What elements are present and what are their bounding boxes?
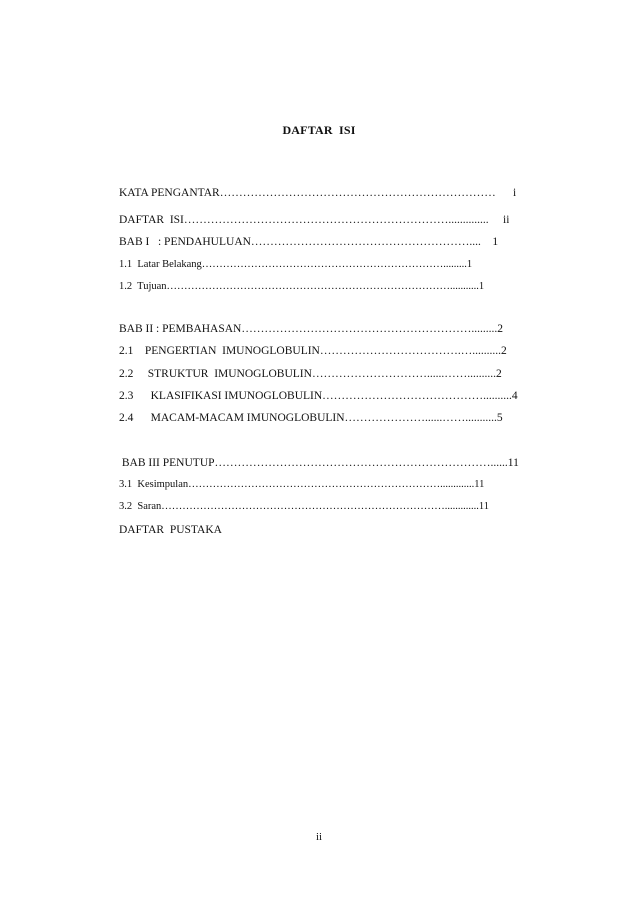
- page-title: DAFTAR ISI: [282, 123, 356, 137]
- toc-entry-2-2: 2.2 STRUKTUR IMUNOGLOBULIN…………………………......……..........2: [119, 368, 502, 380]
- toc-entry-bab-3: BAB III PENUTUP………………………………………………………………......11: [119, 457, 519, 469]
- toc-entry-daftar-isi: DAFTAR ISI…………………………………………………………….............. ii: [119, 214, 510, 226]
- toc-entry-2-3: 2.3 KLASIFIKASI IMUNOGLOBULIN……………………………………..........4: [119, 390, 518, 402]
- page-number: ii: [315, 831, 323, 843]
- toc-entry-1-1: 1.1 Latar Belakang…………………………………………………………….........1: [119, 259, 473, 270]
- toc-entry-bab-1: BAB I : PENDAHULUAN………………………………………………….... 1: [119, 236, 499, 248]
- toc-entry-3-2: 3.2 Saran……………………………………………………………………….............11: [119, 501, 490, 512]
- toc-entry-kata-pengantar: KATA PENGANTAR……………………………………………………………… i: [119, 187, 517, 199]
- toc-entry-1-2: 1.2 Tujuan………………………………………………………………………...........1: [119, 281, 485, 292]
- toc-entry-2-1: 2.1 PENGERTIAN IMUNOGLOBULIN……………………………….…..........2: [119, 345, 507, 357]
- toc-entry-bab-2: BAB II : PEMBAHASAN…………………………………………………….........2: [119, 323, 503, 335]
- toc-entry-2-4: 2.4 MACAM-MACAM IMUNOGLOBULIN…………………......……...........5: [119, 412, 503, 424]
- toc-entry-3-1: 3.1 Kesimpulan……………………………………………………………….............11: [119, 479, 485, 490]
- toc-entry-daftar-pustaka: DAFTAR PUSTAKA: [119, 524, 222, 536]
